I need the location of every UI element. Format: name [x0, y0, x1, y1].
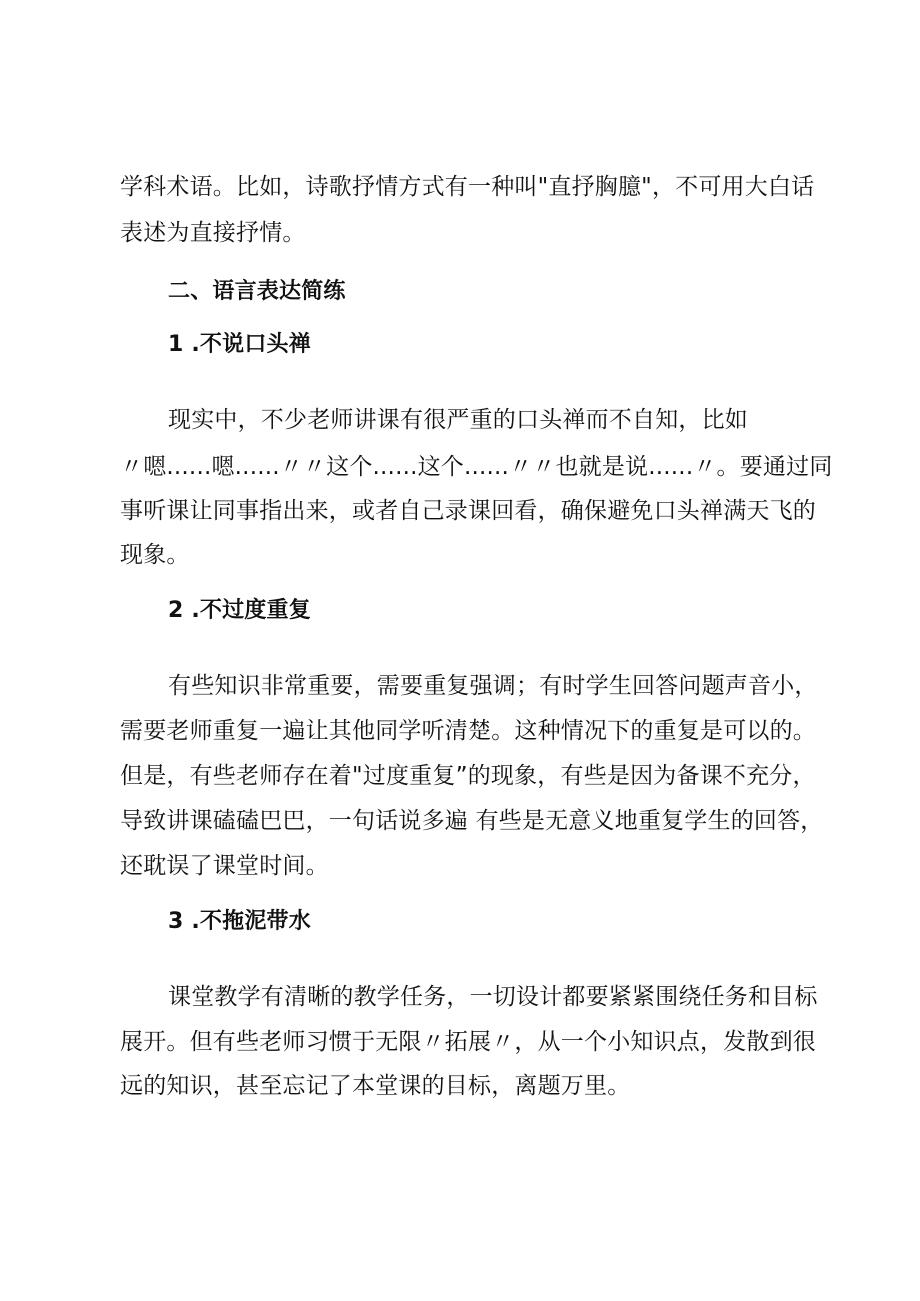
- paragraph-line: 还耽误了课堂时间。: [120, 853, 329, 879]
- paragraph-line: 远的知识，甚至忘记了本堂课的目标，离题万里。: [120, 1073, 631, 1099]
- paragraph-line: 展开。但有些老师习惯于无限〃拓展〃，从一个小知识点，发散到很: [120, 1029, 816, 1055]
- subsection-heading: 2 .不过度重复: [168, 598, 311, 623]
- paragraph-line: 表述为直接抒情。: [120, 220, 306, 246]
- paragraph-line: 但是，有些老师存在着"过度重复”的现象，有些是因为备课不充分，: [120, 763, 816, 789]
- paragraph-line: 现实中，不少老师讲课有很严重的口头禅而不自知，比如: [168, 407, 748, 433]
- paragraph-line: 需要老师重复一遍让其他同学听清楚。这种情况下的重复是可以的。: [120, 718, 816, 744]
- paragraph-line: 现象。: [120, 542, 190, 568]
- paragraph-line: 〃嗯......嗯......〃〃这个......这个......〃〃也就是说......〃。要通过同: [120, 454, 833, 480]
- subsection-heading: 1 .不说口头禅: [168, 332, 311, 357]
- section-heading: 二、语言表达简练: [168, 279, 346, 304]
- paragraph-line: 导致讲课磕磕巴巴，一句话说多遍 有些是无意义地重复学生的回答，: [120, 808, 824, 834]
- subsection-heading: 3 .不拖泥带水: [168, 909, 311, 934]
- paragraph-line: 事听课让同事指出来，或者自己录课回看，确保避免口头禅满天飞的: [120, 498, 816, 524]
- paragraph-line: 有些知识非常重要，需要重复强调；有时学生回答问题声音小，: [168, 673, 818, 699]
- paragraph-line: 课堂教学有清晰的教学任务，一切设计都要紧紧围绕任务和目标: [168, 984, 818, 1010]
- paragraph-line: 学科术语。比如，诗歌抒情方式有一种叫"直抒胸臆"，不可用大白话: [120, 174, 815, 200]
